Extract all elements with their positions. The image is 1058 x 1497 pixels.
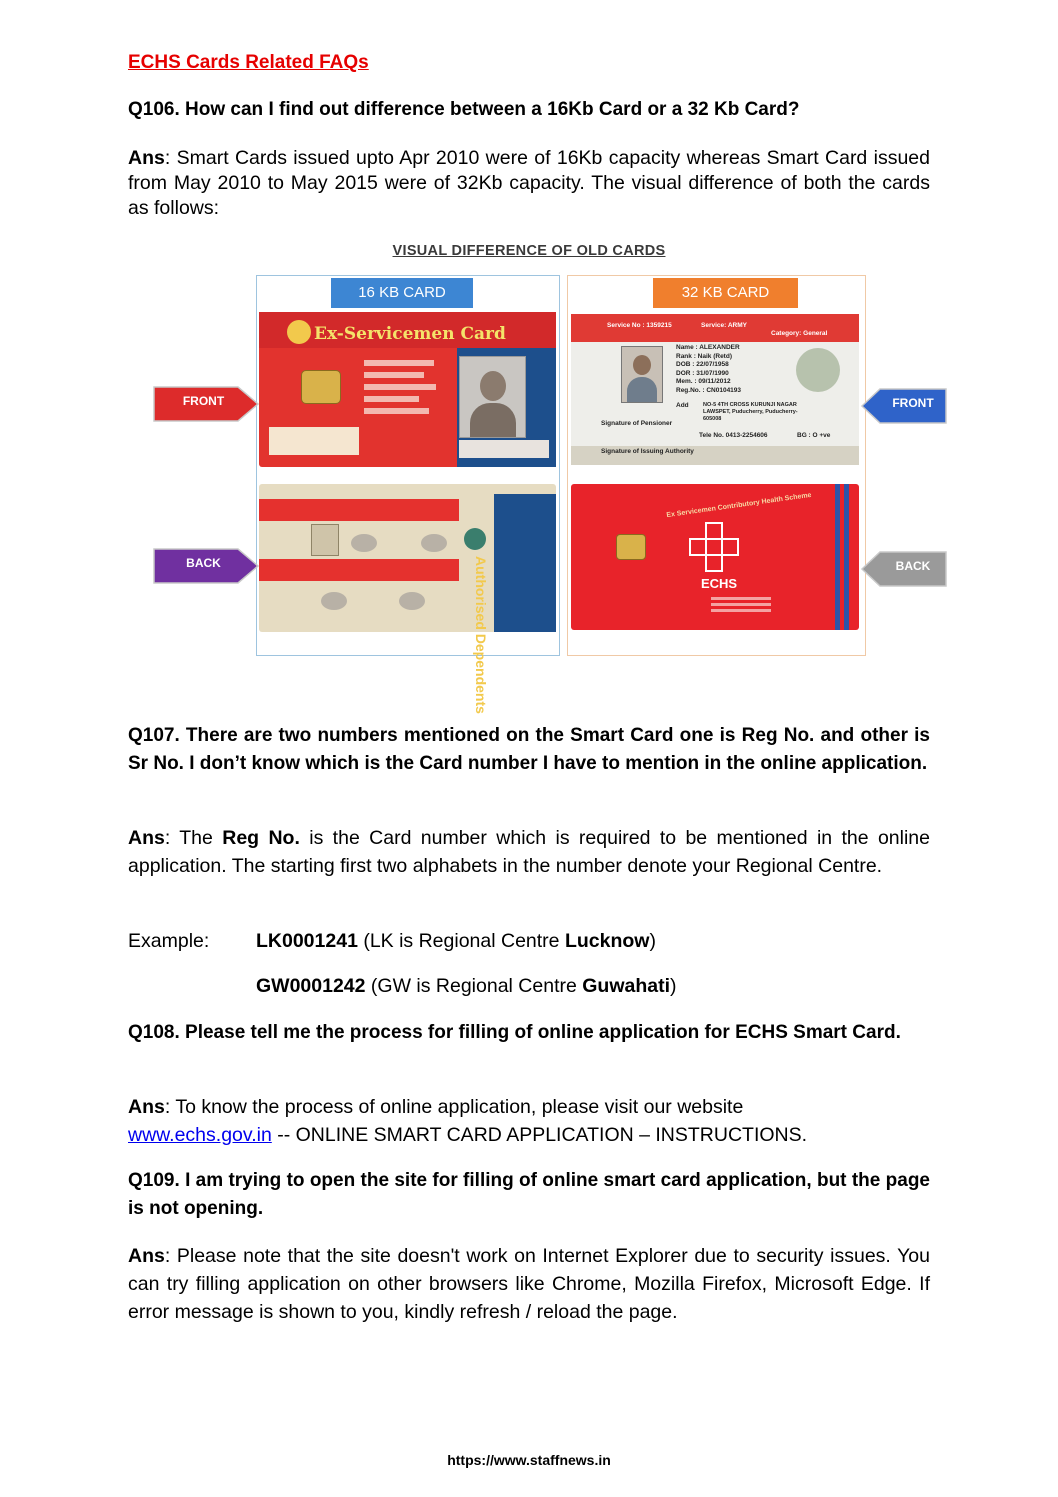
chip-icon [616, 534, 646, 560]
q109-question: Q109. I am trying to open the site for filling of online smart card application, but the page is not opening. [128, 1170, 930, 1219]
photo-placeholder [459, 356, 526, 438]
q107-question: Q107. There are two numbers mentioned on the Smart Card one is Reg No. and other is Sr No. I don’t know which is the Card number I have to mention in the online application. [128, 725, 930, 774]
q107-answer: Ans: The Reg No. is the Card number which is required to be mentioned in the online application. The starting first two alphabets in the number denote your Regional Centre. [128, 827, 930, 877]
echs-website-link[interactable]: www.echs.gov.in [128, 1124, 272, 1146]
photo-placeholder [621, 346, 663, 403]
card16-back-side-text: Authorised Dependents [473, 556, 489, 714]
page-title: ECHS Cards Related FAQs [128, 52, 369, 73]
card32-back-echs: ECHS [700, 576, 738, 591]
example-line-1: LK0001241 (LK is Regional Centre Lucknow) [256, 930, 656, 952]
tag-32kb: 32 KB CARD [653, 278, 798, 308]
back-arrow-left-label: BACK [186, 556, 221, 570]
card16-back-image [259, 484, 556, 714]
red-cross-icon [689, 522, 739, 572]
chip-icon [301, 370, 341, 404]
emblem-icon [287, 320, 311, 344]
tag-16kb: 16 KB CARD [331, 278, 473, 308]
front-arrow-left-label: FRONT [182, 394, 225, 408]
card32-front-image: Service No : 1359215 Service: ARMY Category: General Name : ALEXANDER Rank : Naik (Retd) DOB : 22/07/1958 DOR : 31/07/1990 Mem. : 09/11/2012 Reg.No. : CN0104193 Add NO-5 4TH CROSS KURUNJI NAGAR LAWSPET, Puducherry, Puducherry-605008 Signature of Pensioner Signature of Issuing Authority Tele No. 0413-2254606 BG : O +ve [571, 314, 859, 465]
q109-answer: Ans: Please note that the site doesn't work on Internet Explorer due to security issues. You can try filling application on other browsers like Chrome, Mozilla Firefox, Microsoft Edge. If error message is shown to you, kindly refresh / reload the page. [128, 1245, 930, 1323]
q106-ans-text: : Smart Cards issued upto Apr 2010 were of 16Kb capacity whereas Smart Card issued from May 2010 to May 2015 were of 32Kb capacity. The visual difference of both the cards as follows: [128, 147, 930, 219]
card16-front-image [259, 312, 556, 467]
card32-back-arc: Ex Servicemen Contributory Health Scheme [666, 491, 812, 520]
q106-ans-label: Ans [128, 147, 165, 169]
q108-question: Q108. Please tell me the process for filling of online application for ECHS Smart Card. [128, 1022, 901, 1043]
card32-back-image [571, 484, 859, 630]
q106-question: Q106. How can I find out difference between a 16Kb Card or a 32 Kb Card? [128, 99, 800, 120]
q106-answer [128, 146, 930, 221]
example-line-2: GW0001242 (GW is Regional Centre Guwahati) [256, 975, 677, 997]
emblem-icon [464, 528, 486, 550]
figure-title: VISUAL DIFFERENCE OF OLD CARDS [392, 243, 666, 259]
front-arrow-right-label: FRONT [892, 396, 934, 410]
q108-answer: Ans: To know the process of online application, please visit our website www.echs.gov.in -- ONLINE SMART CARD APPLICATION – INSTRUCTIONS. [128, 1096, 808, 1146]
emblem-icon [796, 348, 840, 392]
example-label: Example: [128, 930, 210, 952]
footer-url: https://www.staffnews.in [447, 1452, 611, 1468]
back-arrow-right-label: BACK [895, 559, 931, 573]
card16-front-header: Ex-Servicemen Card [314, 324, 506, 344]
